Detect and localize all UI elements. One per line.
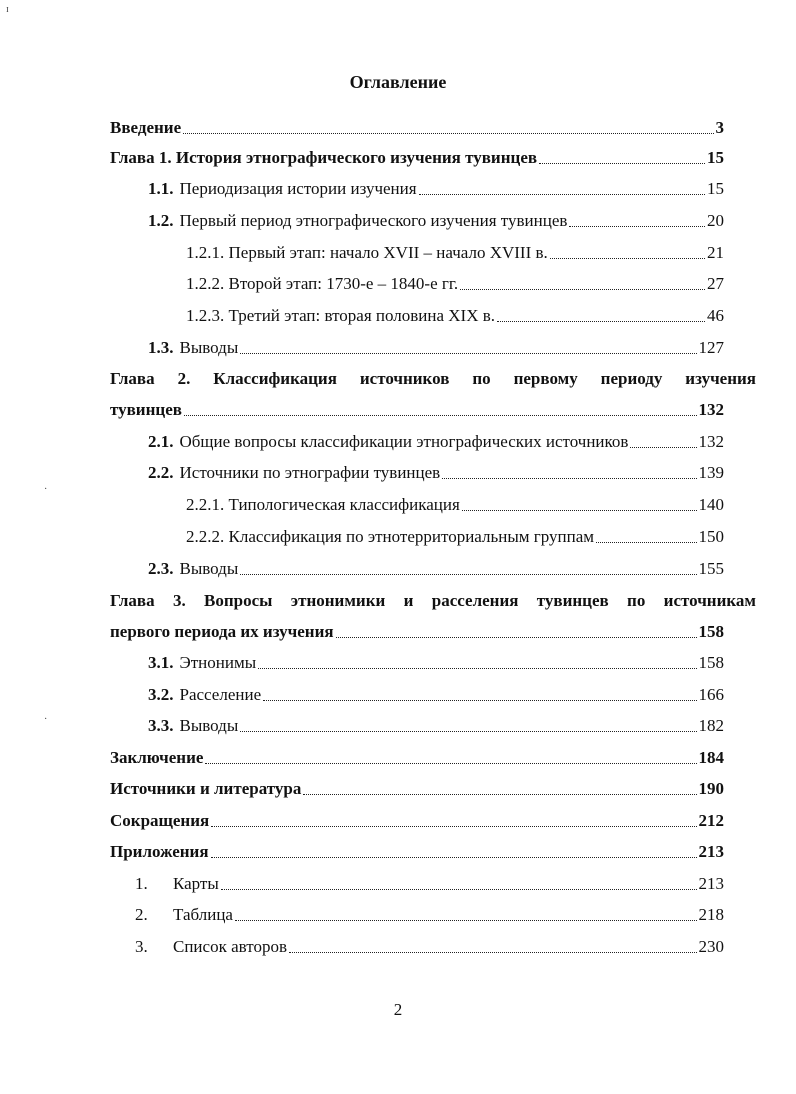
toc-entry-chapter-2: [110, 398, 724, 422]
toc-label: Приложения: [110, 842, 209, 861]
leader-dots: [221, 872, 697, 890]
toc-page-number: 15: [707, 179, 724, 198]
toc-page-number: 158: [698, 653, 724, 672]
toc-label: Глава 1. История этнографического изучения тувинцев: [110, 148, 538, 167]
scan-mark: ·: [44, 484, 48, 495]
toc-entry-intro: [110, 116, 724, 140]
toc-label: Заключение: [110, 748, 204, 767]
leader-dots: [289, 935, 697, 953]
toc-entry-3-1: [148, 651, 724, 675]
toc-entry-appendix-2: [135, 903, 724, 927]
leader-dots: [630, 430, 696, 448]
toc-entry-chapter-3-line-1: Глава 3. Вопросы этнонимики и расселения тувинцев по источникам: [110, 591, 756, 610]
toc-entry-1-2: [148, 209, 724, 233]
toc-label: Источники и литература: [110, 779, 302, 798]
section-number: 1.3.: [148, 338, 174, 357]
toc-entry-abbreviations: [110, 809, 724, 833]
leader-dots: [184, 398, 697, 416]
toc-entry-chapter-2-line-1: Глава 2. Классификация источников по первому периоду изучения: [110, 369, 756, 388]
toc-entry-appendix: [110, 840, 724, 864]
toc-page-number: 15: [707, 148, 724, 167]
toc-page-number: 213: [698, 874, 724, 893]
toc-entry-1-2-2: [186, 272, 724, 296]
toc-label: тувинцев: [110, 400, 182, 419]
leader-dots: [569, 209, 705, 227]
page-title: Оглавление: [349, 72, 447, 92]
section-number: 2.2.: [148, 463, 174, 482]
leader-dots: [303, 777, 696, 795]
toc-label: Сокращения: [110, 811, 210, 830]
toc-entry-appendix-3: [135, 935, 724, 959]
toc-entry-appendix-1: [135, 872, 724, 896]
toc-label: Таблица: [173, 905, 233, 924]
toc-page-number: 132: [698, 400, 724, 419]
page-number: 2: [393, 1000, 403, 1019]
toc-page-number: 166: [698, 685, 724, 704]
leader-dots: [240, 336, 696, 354]
toc-page-number: 218: [698, 905, 724, 924]
toc-entry-sources: [110, 777, 724, 801]
toc-entry-chapter-1: [110, 146, 724, 170]
section-number: 3.3.: [148, 716, 174, 735]
leader-dots: [442, 461, 696, 479]
toc-label: Этнонимы: [179, 653, 257, 672]
leader-dots: [258, 651, 696, 669]
leader-dots: [205, 746, 696, 764]
appendix-number: 2.: [135, 905, 148, 924]
toc-label: первого периода их изучения: [110, 622, 334, 641]
toc-label: Карты: [173, 874, 219, 893]
appendix-number: 3.: [135, 937, 148, 956]
toc-page-number: 155: [698, 559, 724, 578]
toc-entry-1-2-3: [186, 304, 724, 328]
toc-entry-2-1: [148, 430, 724, 454]
toc-page-number: 132: [698, 432, 724, 451]
toc-entry-3-3: [148, 714, 724, 738]
leader-dots: [497, 304, 705, 322]
section-number: 1.1.: [148, 179, 174, 198]
toc-label: Выводы: [179, 716, 239, 735]
section-number: 2.1.: [148, 432, 174, 451]
appendix-number: 1.: [135, 874, 148, 893]
leader-dots: [596, 525, 696, 543]
leader-dots: [539, 146, 705, 164]
toc-page-number: 158: [698, 622, 724, 641]
toc-label: Введение: [110, 118, 182, 137]
toc-label: Выводы: [179, 559, 239, 578]
leader-dots: [462, 493, 697, 511]
toc-page-number: 3: [715, 118, 724, 137]
toc-page-number: 140: [698, 495, 724, 514]
leader-dots: [460, 272, 705, 290]
toc-page-number: 184: [698, 748, 724, 767]
toc-label: Общие вопросы классификации этнографических источников: [179, 432, 629, 451]
section-number: 2.3.: [148, 559, 174, 578]
toc-page-number: 150: [698, 527, 724, 546]
leader-dots: [240, 714, 696, 732]
toc-label: 1.2.3. Третий этап: вторая половина XIX в.: [186, 306, 496, 325]
toc-page-number: 213: [698, 842, 724, 861]
toc-label: 2.2.2. Классификация по этнотерриториальным группам: [186, 527, 595, 546]
leader-dots: [336, 620, 697, 638]
leader-dots: [240, 557, 696, 575]
toc-page-number: 46: [707, 306, 724, 325]
toc-entry-1-3: [148, 336, 724, 360]
toc-label: Источники по этнографии тувинцев: [179, 463, 441, 482]
toc-page-number: 139: [698, 463, 724, 482]
section-number: 3.2.: [148, 685, 174, 704]
toc-label: Расселение: [179, 685, 262, 704]
toc-page-number: 21: [707, 243, 724, 262]
toc-label: Список авторов: [173, 937, 287, 956]
toc-entry-2-2-1: [186, 493, 724, 517]
toc-entry-3-2: [148, 683, 724, 707]
section-number: 1.2.: [148, 211, 174, 230]
toc-entry-2-2: [148, 461, 724, 485]
toc-page-number: 230: [698, 937, 724, 956]
leader-dots: [263, 683, 696, 701]
leader-dots: [550, 241, 705, 259]
toc-page-number: 182: [698, 716, 724, 735]
toc-page-number: 127: [698, 338, 724, 357]
leader-dots: [211, 809, 696, 827]
leader-dots: [235, 903, 697, 921]
toc-label: Выводы: [179, 338, 239, 357]
toc-page-number: 212: [698, 811, 724, 830]
toc-page-number: 190: [698, 779, 724, 798]
toc-label: 1.2.1. Первый этап: начало XVII – начало XVIII в.: [186, 243, 548, 262]
leader-dots: [211, 840, 697, 858]
toc-entry-2-2-2: [186, 525, 724, 549]
toc-label: 1.2.2. Второй этап: 1730-е – 1840-е гг.: [186, 274, 459, 293]
toc-entry-conclusion: [110, 746, 724, 770]
toc-entry-1-2-1: [186, 241, 724, 265]
leader-dots: [419, 177, 705, 195]
leader-dots: [183, 116, 713, 134]
toc-page-number: 27: [707, 274, 724, 293]
toc-page-number: 20: [707, 211, 724, 230]
scan-mark: ·: [44, 714, 48, 725]
toc-entry-1-1: [148, 177, 724, 201]
toc-entry-2-3: [148, 557, 724, 581]
toc-label: 2.2.1. Типологическая классификация: [186, 495, 460, 514]
scan-mark: ɪ: [6, 4, 9, 15]
toc-entry-chapter-3: [110, 620, 724, 644]
toc-label: Первый период этнографического изучения тувинцев: [179, 211, 568, 230]
toc-label: Периодизация истории изучения: [179, 179, 417, 198]
section-number: 3.1.: [148, 653, 174, 672]
